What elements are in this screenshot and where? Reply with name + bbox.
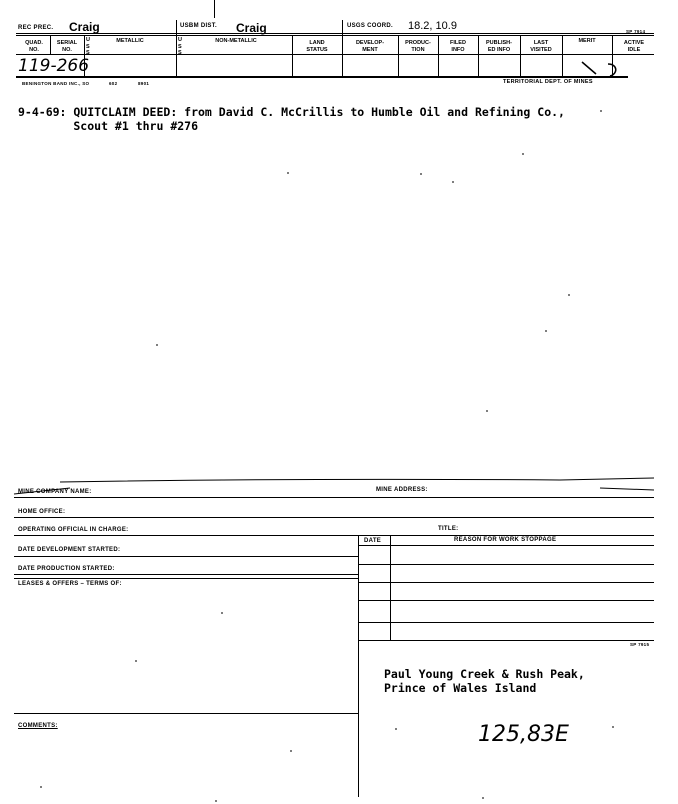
speckle bbox=[40, 786, 42, 788]
date-development-label: DATE DEVELOPMENT STARTED: bbox=[18, 547, 121, 553]
entry-line-2: Scout #1 thru #276 bbox=[18, 119, 199, 133]
rule-date-production bbox=[14, 574, 358, 575]
rule-stoppage-4 bbox=[358, 622, 654, 623]
rule-reason-header bbox=[358, 545, 654, 546]
col-uss-b: U S S bbox=[178, 37, 182, 56]
rule-comments bbox=[14, 713, 358, 714]
usbm-dist-label: USBM DIST. bbox=[180, 23, 218, 29]
handwritten-code: 125,83E bbox=[478, 722, 569, 747]
rule-date-development bbox=[14, 556, 358, 557]
print-code-b: 8901 bbox=[138, 81, 150, 86]
speckle bbox=[215, 800, 217, 802]
rule-operating bbox=[14, 535, 654, 536]
usbm-dist-value: Craig bbox=[236, 21, 267, 35]
rule-stoppage-1 bbox=[358, 564, 654, 565]
col-quad-no: QUAD. NO. bbox=[25, 40, 43, 53]
top-tick-line bbox=[214, 0, 215, 18]
col-land-status: LAND STATUS bbox=[306, 40, 328, 53]
speckle bbox=[452, 181, 454, 183]
col-serial-no: SERIAL NO. bbox=[56, 40, 78, 53]
form-number-bottom: SP 7915 bbox=[630, 642, 650, 647]
mine-company-name-label: MINE COMPANY NAME: bbox=[18, 489, 92, 495]
speckle bbox=[568, 294, 570, 296]
date-production-label: DATE PRODUCTION STARTED: bbox=[18, 566, 115, 572]
col-production: PRODUC- TION bbox=[405, 40, 431, 53]
rule-home-office bbox=[14, 517, 654, 518]
speckle bbox=[486, 410, 488, 412]
card-top-edge bbox=[0, 470, 678, 500]
print-code-a: 602 bbox=[109, 81, 118, 86]
rec-prec-value: Craig bbox=[69, 20, 100, 34]
speckle bbox=[221, 612, 223, 614]
date-label: DATE bbox=[364, 538, 382, 544]
col-divider-main bbox=[358, 535, 359, 797]
col-non-metallic: NON-METALLIC bbox=[215, 38, 257, 44]
col-divider-date bbox=[390, 535, 391, 640]
rule-mine-company bbox=[14, 497, 654, 498]
rule-stoppage-5 bbox=[358, 640, 654, 641]
card-bottom-rule bbox=[16, 76, 628, 78]
speckle bbox=[135, 660, 137, 662]
col-development: DEVELOP- MENT bbox=[355, 40, 385, 53]
speckle bbox=[482, 797, 484, 799]
speckle bbox=[287, 172, 289, 174]
quad-serial-value: 119-266 bbox=[18, 56, 90, 76]
col-published-info: PUBLISH- ED INFO bbox=[486, 40, 512, 53]
mine-address-label: MINE ADDRESS: bbox=[376, 487, 428, 493]
col-uss-a: U S S bbox=[86, 37, 90, 56]
speckle bbox=[420, 173, 422, 175]
home-office-label: HOME OFFICE: bbox=[18, 509, 66, 515]
usgs-coord-label: USGS COORD. bbox=[347, 23, 393, 29]
title-label: TITLE: bbox=[438, 526, 459, 532]
location-line-1: Paul Young Creek & Rush Peak, bbox=[384, 667, 585, 681]
rule-stoppage-3 bbox=[358, 600, 654, 601]
printer-note: BENINGTON BAND INC., SO bbox=[22, 81, 90, 86]
header-rule-1 bbox=[16, 33, 654, 34]
entry-line-1: 9-4-69: QUITCLAIM DEED: from David C. McCrillis to Humble Oil and Refining Co., bbox=[18, 105, 565, 119]
location-line-2: Prince of Wales Island bbox=[384, 681, 537, 695]
form-number-top: SP 7914 bbox=[626, 29, 646, 34]
speckle bbox=[395, 728, 397, 730]
col-metallic: METALLIC bbox=[116, 38, 144, 44]
header-rule-2 bbox=[16, 35, 654, 36]
col-last-visited: LAST VISITED bbox=[530, 40, 552, 53]
col-merit: MERIT bbox=[578, 38, 596, 44]
speckle bbox=[156, 344, 158, 346]
speckle bbox=[522, 153, 524, 155]
comments-label: COMMENTS: bbox=[18, 723, 58, 729]
rule-date-production-2 bbox=[14, 578, 358, 579]
reason-label: REASON FOR WORK STOPPAGE bbox=[454, 537, 557, 543]
speckle bbox=[545, 330, 547, 332]
col-filed-info: FILED INFO bbox=[450, 40, 466, 53]
speckle bbox=[612, 726, 614, 728]
dept-label: TERRITORIAL DEPT. OF MINES bbox=[503, 79, 593, 85]
operating-official-label: OPERATING OFFICIAL IN CHARGE: bbox=[18, 527, 129, 533]
speckle bbox=[600, 110, 602, 112]
merit-checkmark-icon bbox=[576, 58, 626, 80]
leases-label: LEASES & OFFERS – TERMS OF: bbox=[18, 581, 122, 587]
col-active-idle: ACTIVE IDLE bbox=[623, 40, 645, 53]
rec-prec-label: REC PREC. bbox=[18, 25, 54, 31]
column-header-rule bbox=[16, 54, 654, 55]
rule-stoppage-2 bbox=[358, 582, 654, 583]
speckle bbox=[290, 750, 292, 752]
usgs-coord-value: 18.2, 10.9 bbox=[408, 20, 457, 32]
col-divider-usbm bbox=[176, 20, 177, 78]
